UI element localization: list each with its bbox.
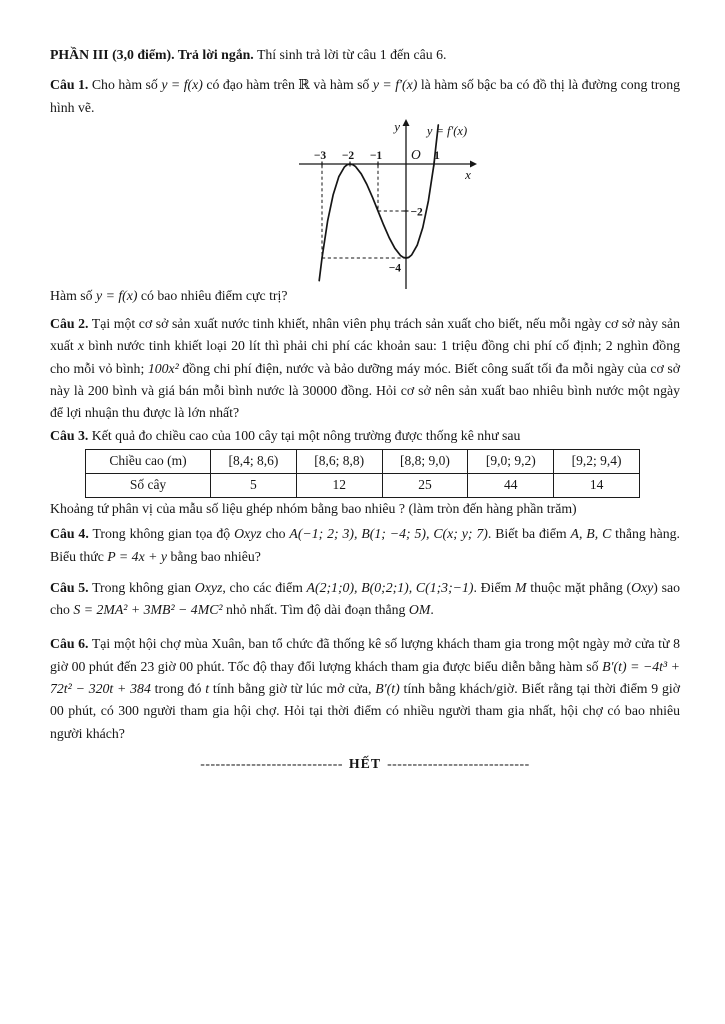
text-run: Hàm số	[50, 287, 96, 303]
text-run: ) sao cho	[50, 579, 681, 618]
table-row-counts	[86, 473, 640, 497]
x-axis-arrow	[470, 160, 477, 167]
text-run: A, B, C	[570, 526, 612, 542]
text-run: P = 4x + y	[107, 548, 168, 564]
text-run: Tại một hội chợ mùa Xuân, ban tổ chức đã thống kê số lượng khách tham gia trong một ngày mở cửa từ 8 giờ 00 phút đến 23 giờ 00 phút. Tốc độ thay đổi lượng khách tham gia được biểu diễn bằng hàm số	[50, 636, 680, 674]
derivative-graph	[283, 119, 488, 291]
text-run: , cho các điểm	[222, 579, 307, 595]
text-run: Oxy	[631, 579, 654, 595]
text-run: Câu 2.	[50, 316, 89, 332]
footer-label: HẾT	[348, 755, 382, 771]
text-run: Trong không gian tọa độ	[88, 526, 235, 542]
question-6-paragraph	[50, 633, 680, 744]
text-run: thuộc mặt phẳng (	[526, 579, 632, 595]
footer-dashes-right: ----------------------------	[387, 755, 530, 771]
text-run: là hàm số bậc ba có đồ thị là đường cong trong hình vẽ.	[50, 77, 681, 115]
section-header	[50, 44, 680, 66]
text-run: Oxyz	[234, 526, 262, 542]
question-3-intro	[50, 425, 680, 447]
question-5-paragraph	[50, 577, 680, 622]
x-tick-1: 1	[434, 149, 440, 162]
text-run: bằng bao nhiêu?	[167, 548, 261, 564]
x-tick-minus-2: −2	[341, 149, 355, 162]
table-cell: [9,2; 9,4)	[554, 449, 640, 473]
footer-dashes-left: ----------------------------	[200, 755, 343, 771]
text-run: tính bằng khách/giờ. Biết rằng tại thời điểm 9 giờ 00 phút, có 300 người tham gia hội chợ. Hỏi tại thời điểm có nhiều người tham gia nhất, hội chợ có bao nhiêu người khách?	[50, 681, 680, 741]
text-run: Oxyz	[194, 579, 223, 595]
y-tick-minus-2: −2	[410, 206, 423, 219]
text-run: t	[205, 681, 210, 697]
table-cell: Số cây	[86, 473, 211, 497]
text-run: . Điểm	[473, 579, 516, 595]
height-frequency-table	[85, 449, 640, 498]
table-cell: 12	[296, 473, 382, 497]
text-run: Trong không gian	[88, 579, 195, 595]
text-run: Thí sinh trả lời từ câu 1 đến câu 6.	[253, 47, 447, 62]
question-4-paragraph	[50, 523, 680, 568]
text-run: x	[77, 338, 85, 354]
text-run: tính bằng giờ từ lúc mở cửa,	[209, 681, 376, 697]
table-cell: 5	[211, 473, 297, 497]
text-run: M	[515, 579, 527, 595]
y-axis-arrow	[403, 119, 410, 126]
table-cell: [9,0; 9,2)	[468, 449, 554, 473]
table-cell: 44	[468, 473, 554, 497]
text-run: Cho hàm số	[88, 77, 162, 93]
table-cell: [8,8; 9,0)	[382, 449, 468, 473]
text-run: .	[430, 602, 434, 618]
text-run: Câu 4.	[50, 526, 89, 542]
origin-label: O	[411, 146, 421, 162]
y-axis-label: y	[394, 118, 400, 134]
text-run: thẳng hàng. Biểu thức	[50, 526, 681, 564]
question-1-figure	[283, 119, 488, 291]
text-run: B′(t) = −4t³ + 72t² − 320t + 384	[50, 658, 680, 697]
text-run: có đạo hàm trên ℝ và hàm số	[202, 77, 373, 93]
question-2-paragraph	[50, 313, 680, 424]
text-run: có bao nhiêu điểm cực trị?	[137, 287, 288, 303]
question-1-question	[50, 285, 680, 307]
question-1-paragraph	[50, 74, 680, 119]
curve-label: y = f′(x)	[426, 123, 468, 138]
text-run: S = 2MA² + 3MB² − 4MC²	[73, 602, 223, 618]
text-run: trong đó	[150, 681, 206, 697]
text-run: đồng chi phí điện, nước và bảo dưỡng máy móc. Biết công suất tối đa mỗi ngày của cơ sở này là 200 bình và giá bán mỗi bình nước là 30000 đồng. Hỏi cơ sở nên sản xuất bao nhiêu bình nước một ngày để lợi nhuận thu được là lớn nhất?	[50, 360, 680, 421]
x-tick-minus-3: −3	[313, 149, 327, 162]
footer	[50, 753, 680, 775]
table-cell: [8,6; 8,8)	[296, 449, 382, 473]
table-cell: Chiều cao (m)	[86, 449, 211, 473]
x-tick-minus-1: −1	[369, 149, 383, 162]
text-run: Câu 6.	[50, 636, 89, 652]
y-tick-minus-4: −4	[388, 262, 401, 275]
text-run: y = f′(x)	[372, 77, 418, 93]
text-run: y = f(x)	[96, 287, 138, 303]
x-axis-label: x	[465, 166, 471, 182]
text-run: 100x²	[147, 360, 179, 376]
text-run: Kết quả đo chiều cao của 100 cây tại một nông trường được thống kê như sau	[88, 427, 521, 443]
text-run: Câu 1.	[50, 77, 89, 93]
text-run: A(2;1;0), B(0;2;1), C(1;3;−1)	[306, 579, 474, 595]
text-run: B′(t)	[375, 681, 400, 697]
text-run: OM	[408, 602, 431, 618]
text-run: . Biết ba điểm	[487, 526, 571, 542]
dashed-guides	[322, 165, 404, 258]
text-run: A(−1; 2; 3), B(1; −4; 5), C(x; y; 7)	[289, 526, 488, 542]
question-3-question: Khoảng tứ phân vị của mẫu số liệu ghép nhóm bằng bao nhiêu ? (làm tròn đến hàng phần trăm)	[50, 500, 577, 516]
table-cell: [8,4; 8,6)	[211, 449, 297, 473]
text-run: cho	[261, 526, 290, 542]
text-run: bình nước tinh khiết loại 20 lít thì phải chi phí các khoản sau: 1 triệu đồng chi phí cố định; 2 nghìn đồng cho mỗi vỏ bình;	[50, 338, 680, 376]
text-run: PHẦN III (3,0 điểm). Trả lời ngắn.	[50, 47, 254, 62]
text-run: Tại một cơ sở sản xuất nước tinh khiết, nhân viên phụ trách sản xuất cho biết, nếu mỗi ngày cơ sở này sản xuất	[50, 316, 680, 354]
table-cell: 25	[382, 473, 468, 497]
text-run: Câu 3.	[50, 427, 89, 443]
table-cell: 14	[554, 473, 640, 497]
text-run: nhỏ nhất. Tìm độ dài đoạn thẳng	[222, 602, 409, 618]
text-run: Câu 5.	[50, 579, 89, 595]
text-run: y = f(x)	[161, 77, 203, 93]
table-row-header	[86, 449, 640, 473]
